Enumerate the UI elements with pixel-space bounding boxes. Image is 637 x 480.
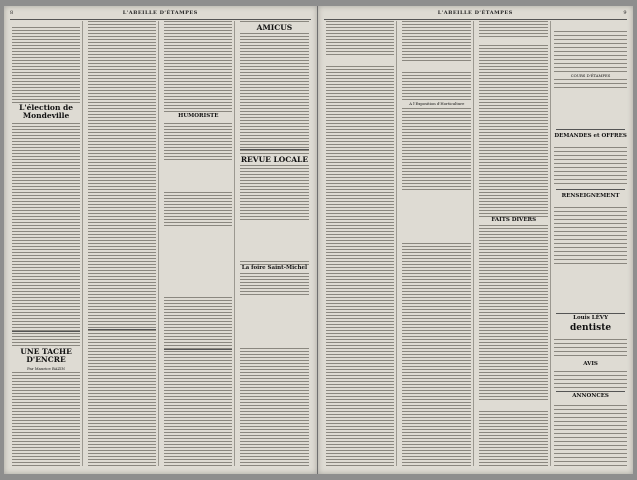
dentist-name: Louis LÉVY [554,315,627,323]
left-col-4 [238,21,310,466]
left-col-2 [86,21,159,466]
right-col-1 [324,21,398,466]
right-page [317,6,634,474]
right-page-number: 9 [623,10,627,16]
heading-avis: AVIS [554,361,627,369]
left-col-3 [162,21,235,466]
right-masthead-title: L'ABEILLE D'ÉTAMPES [437,10,513,16]
heading-election: L'élection de Mondeville [10,103,82,121]
heading-republique: A l'Exposition d'Horticulture [400,101,473,107]
right-col-4 [554,21,627,466]
heading-annonces: ANNONCES [554,393,627,401]
heading-amicus: AMICUS [238,23,310,33]
right-masthead [324,9,628,20]
left-page [4,6,317,474]
left-masthead [10,9,311,20]
heading-foire: La foire Saint-Michel [238,265,310,273]
left-masthead-title: L'ABEILLE D'ÉTAMPES [122,10,198,16]
right-columns [324,21,628,466]
heading-demandes: DEMANDES et OFFRES [554,133,627,139]
right-col-3 [477,21,551,466]
left-col-1 [10,21,83,466]
newspaper-spread [4,6,633,474]
heading-tache-author: Par Maurice BAZIN [10,366,82,372]
left-page-number: 8 [10,10,14,16]
heading-faits-divers: FAITS DIVERS [477,217,550,225]
heading-renseignement: RENSEIGNEMENT [554,193,627,201]
right-col-2 [400,21,474,466]
heading-revue-locale: REVUE LOCALE [238,155,310,165]
left-columns [10,21,311,466]
heading-col3-small: HUMORISTE [162,113,234,121]
heading-tache: UNE TACHE D'ENCRE [10,347,82,365]
heading-cours: COURS D'ÉTAMPES [554,73,627,79]
dentist-title: dentiste [554,323,627,334]
